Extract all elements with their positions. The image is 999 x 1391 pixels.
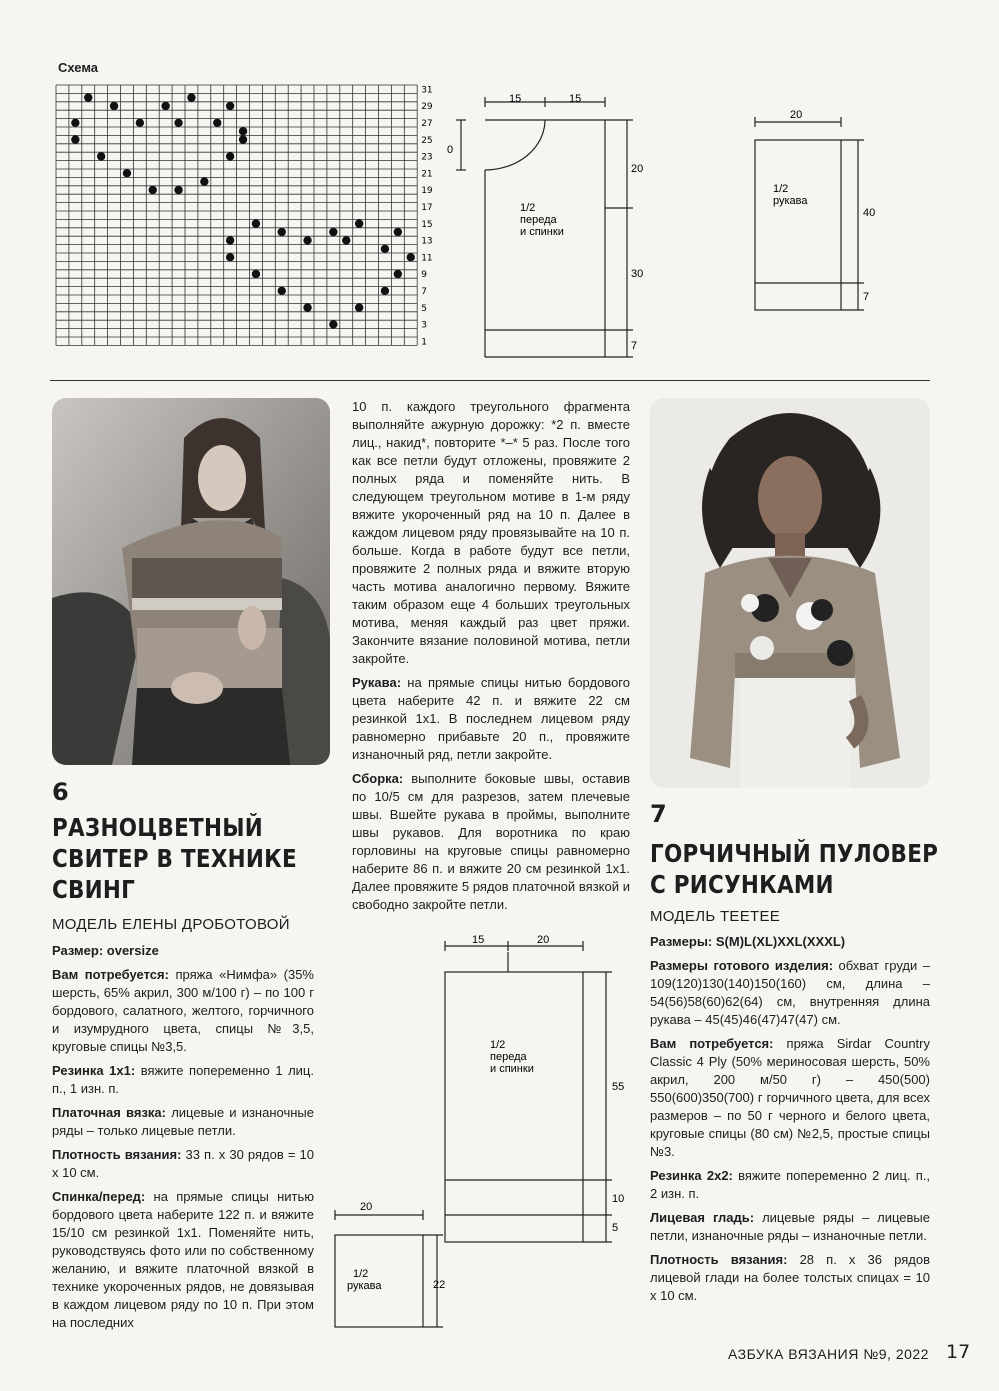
- model7-text: [650, 933, 930, 1311]
- para-text: пряжа «Нимфа» (35% шерсть, 65% акрил, 300 м/100 г) – по 100 г бордового, салатного, желтого, горчичного и изумрудного цвета, спицы №3,5, круговые спицы №3,5.: [52, 967, 314, 1054]
- chart-dot: [71, 135, 79, 143]
- chart-dot: [200, 177, 208, 185]
- chart-row-label: 11: [421, 253, 433, 264]
- sleeve-diagram-top: [745, 100, 895, 320]
- chart-dot: [187, 93, 195, 101]
- chart-row-label: 29: [421, 102, 433, 113]
- model-number: 7: [650, 800, 667, 828]
- size-line: [52, 942, 314, 960]
- paragraph: [650, 1167, 930, 1203]
- chart-dot: [136, 119, 144, 127]
- chart-dot: [226, 102, 234, 110]
- paragraph: [650, 1251, 930, 1305]
- dim-label: 5: [612, 1222, 619, 1234]
- para-text: выполните боковые швы, оставив по 10/5 см для разрезов, затем плечевые швы. Вшейте рукава в проймы, выполните швы рукавов. Для воротника по краю горловины на круговые спицы равномерно наберите 86 п. и вяжите 20 см резинкой 1х1. Далее провяжите 5 рядов платочной вязкой и свободно закройте петли.: [352, 771, 630, 912]
- para-label: Резинка 1х1:: [52, 1063, 136, 1078]
- chart-dot: [329, 228, 337, 236]
- dim-label: 15: [569, 93, 582, 105]
- chart-dot: [252, 219, 260, 227]
- diagram-label: и спинки: [490, 1063, 534, 1075]
- chart-dot: [355, 303, 363, 311]
- photo-model-7: [650, 398, 930, 788]
- dim-label: 40: [863, 207, 876, 219]
- chart-dot: [303, 236, 311, 244]
- chart-row-label: 13: [421, 236, 433, 247]
- paragraph: [650, 1035, 930, 1161]
- para-text: на прямые спицы нитью бордового цвета наберите 42 п. и вяжите 22 см резинкой 1х1. В последнем лицевом ряду равномерно прибавьте 20 п., провяжите изнаночный ряд, петли закройте.: [352, 675, 630, 762]
- diagram-label: 1/2: [520, 202, 536, 214]
- chart-dot: [174, 186, 182, 194]
- chart-dot: [97, 152, 105, 160]
- magazine-footer: АЗБУКА ВЯЗАНИЯ №9, 2022: [728, 1346, 929, 1362]
- para-text: 10 п. каждого треугольного фрагмента выполняйте ажурную дорожку: *2 п. вместе лиц., накид*, повторите *–* 5 раз. После того как все петли будут отложены, провяжите 2 полных ряда и поменяйте нить. В следующем треугольном мотиве в 1-м ряду вяжите укороченный ряд на 10 п. Далее в каждом лицевом ряду провязывайте на 10 п. больше. Когда в работе будут все петли, провяжите 2 полных ряда и вяжите вторую часть мотива аналогично первому. Вяжите таким образом еще 4 больших треугольных мотива, меняя каждый раз цвет пряжи. Закончите вязание половиной мотива, петли закройте.: [352, 399, 630, 666]
- chart-dot: [407, 253, 415, 261]
- size-value: oversize: [103, 943, 159, 958]
- para-text: обхват груди – 109(120)130(140)150(160) см, длина – 54(56)58(60)62(64) см, внутренняя длина рукава – 45(45)46(47)47(47) см.: [650, 958, 930, 1027]
- dim-label: 22: [433, 1279, 446, 1291]
- dim-label: 15: [472, 934, 485, 946]
- chart-dot: [381, 287, 389, 295]
- chart-row-label: 15: [421, 219, 433, 230]
- chart-row-label: 5: [421, 303, 427, 314]
- para-text: на прямые спицы нитью бордового цвета наберите 122 п. и вяжите 15/10 см резинкой 1х1. Поменяйте нить, руководствуясь фото или по собственному желанию, и вяжите платочной вязкой в технике укороченных рядов, не довязывая в каждом лицевом ряду по 10 п. При этом на последних: [52, 1189, 314, 1330]
- chart-row-label: 7: [421, 287, 427, 297]
- dim-label: 20: [790, 109, 803, 121]
- paragraph: [650, 1209, 930, 1245]
- dim-label: 15: [509, 93, 522, 105]
- dim-label: 55: [612, 1081, 625, 1093]
- model-subtitle: МОДЕЛЬ TEETEE: [650, 908, 781, 925]
- diagram-label: переда: [520, 214, 557, 226]
- chart-dot: [303, 303, 311, 311]
- chart-row-label: 27: [421, 119, 433, 129]
- body-diagram-top: [445, 85, 650, 365]
- diagram-label: 1/2: [773, 183, 789, 195]
- chart-dot: [329, 320, 337, 328]
- chart-dot: [149, 186, 157, 194]
- paragraph: [650, 957, 930, 1029]
- chart-dot: [84, 93, 92, 101]
- para-text: лицевые ряды – лицевые петли, изнаночные ряды – изнаночные петли.: [650, 1210, 931, 1243]
- diagram-label: рукава: [773, 195, 808, 207]
- model6-continued: [352, 398, 630, 920]
- chart-row-label: 9: [421, 270, 427, 281]
- section-divider: [50, 380, 930, 381]
- diagram-label: 1/2: [490, 1039, 506, 1051]
- dim-label: 20: [360, 1201, 373, 1213]
- chart-dot: [123, 169, 131, 177]
- paragraph: [352, 398, 630, 668]
- chart-row-label: 1: [421, 337, 427, 348]
- chart-row-label: 3: [421, 320, 427, 331]
- para-label: Размеры готового изделия:: [650, 958, 834, 973]
- chart-dot: [226, 236, 234, 244]
- chart-row-label: 25: [421, 135, 433, 146]
- model6-text: [52, 942, 314, 1338]
- size-label: Размеры:: [650, 934, 713, 949]
- chart-dot: [161, 102, 169, 110]
- paragraph: [52, 1188, 314, 1332]
- size-line: [650, 933, 930, 951]
- para-label: Вам потребуется:: [52, 967, 169, 982]
- para-label: Резинка 2х2:: [650, 1168, 733, 1183]
- paragraph: [52, 1062, 314, 1098]
- chart-dot: [174, 119, 182, 127]
- dim-label: 20: [537, 934, 550, 946]
- dim-label: 0: [447, 144, 454, 156]
- para-text: 28 п. х 36 рядов лицевой глади на более толстых спицах = 10 х 10 см.: [650, 1252, 930, 1303]
- para-label: Сборка:: [352, 771, 404, 786]
- diagram-label: и спинки: [520, 226, 564, 238]
- chart-title: Схема: [58, 60, 99, 75]
- para-text: лицевые и изнаночные ряды – только лицевые петли.: [52, 1105, 314, 1138]
- para-text: 33 п. х 30 рядов = 10 х 10 см.: [52, 1147, 314, 1180]
- size-label: Размер:: [52, 943, 104, 958]
- photo-model-6: [52, 398, 330, 765]
- chart-dot: [226, 253, 234, 261]
- chart-dot: [394, 228, 402, 236]
- model-title: ГОРЧИЧНЫЙ ПУЛОВЕР С РИСУНКАМИ: [650, 839, 939, 899]
- model-subtitle: МОДЕЛЬ ЕЛЕНЫ ДРОБОТОВОЙ: [52, 916, 290, 933]
- model-title: РАЗНОЦВЕТНЫЙ СВИТЕР В ТЕХНИКЕ СВИНГ: [52, 813, 297, 904]
- chart-row-label: 21: [421, 169, 433, 180]
- paragraph: [52, 1104, 314, 1140]
- para-label: Лицевая гладь:: [650, 1210, 755, 1225]
- para-text: вяжите попеременно 1 лиц. п., 1 изн. п.: [52, 1063, 314, 1096]
- para-label: Вам потребуется:: [650, 1036, 774, 1051]
- dim-label: 30: [631, 268, 644, 280]
- chart-dot: [213, 119, 221, 127]
- chart-dot: [381, 245, 389, 253]
- size-value: S(M)L(XL)XXL(XXXL): [712, 934, 846, 949]
- diagram-label: переда: [490, 1051, 527, 1063]
- knitting-chart: [50, 80, 440, 355]
- sleeve-diagram-bottom: [325, 1195, 465, 1330]
- dim-label: 20: [631, 163, 644, 175]
- diagram-label: рукава: [347, 1280, 382, 1292]
- chart-dot: [355, 219, 363, 227]
- model-number: 6: [52, 778, 69, 806]
- paragraph: [352, 770, 630, 914]
- chart-dot: [110, 102, 118, 110]
- paragraph: [352, 674, 630, 764]
- page-number: 17: [946, 1341, 971, 1363]
- paragraph: [52, 1146, 314, 1182]
- chart-dot: [278, 287, 286, 295]
- chart-dot: [239, 135, 247, 143]
- chart-row-label: 17: [421, 203, 433, 213]
- chart-row-label: 19: [421, 186, 433, 197]
- para-text: пряжа Sirdar Country Classic 4 Ply (50% мериносовая шерсть, 50% акрил, 200 м/50 г) – 450(500) 550(600)350(700) г горчичного цвета, для всех размеров – по 50 г черного и белого цвета, круговые спицы (80 см) №2,5, простые спицы №3.: [650, 1036, 930, 1159]
- paragraph: [52, 966, 314, 1056]
- para-text: вяжите попеременно 2 лиц. п., 2 изн. п.: [650, 1168, 930, 1201]
- chart-dot: [278, 228, 286, 236]
- para-label: Спинка/перед:: [52, 1189, 146, 1204]
- para-label: Плотность вязания:: [52, 1147, 182, 1162]
- dim-label: 10: [612, 1193, 625, 1205]
- chart-dot: [239, 127, 247, 135]
- dim-label: 7: [863, 291, 870, 303]
- diagram-label: 1/2: [353, 1268, 369, 1280]
- chart-row-label: 31: [421, 85, 433, 96]
- para-label: Рукава:: [352, 675, 402, 690]
- chart-dot: [252, 270, 260, 278]
- chart-dot: [342, 236, 350, 244]
- para-label: Плотность вязания:: [650, 1252, 788, 1267]
- para-label: Платочная вязка:: [52, 1105, 166, 1120]
- dim-label: 7: [631, 340, 638, 352]
- chart-dot: [71, 119, 79, 127]
- chart-row-label: 23: [421, 152, 433, 163]
- chart-dot: [226, 152, 234, 160]
- chart-dot: [394, 270, 402, 278]
